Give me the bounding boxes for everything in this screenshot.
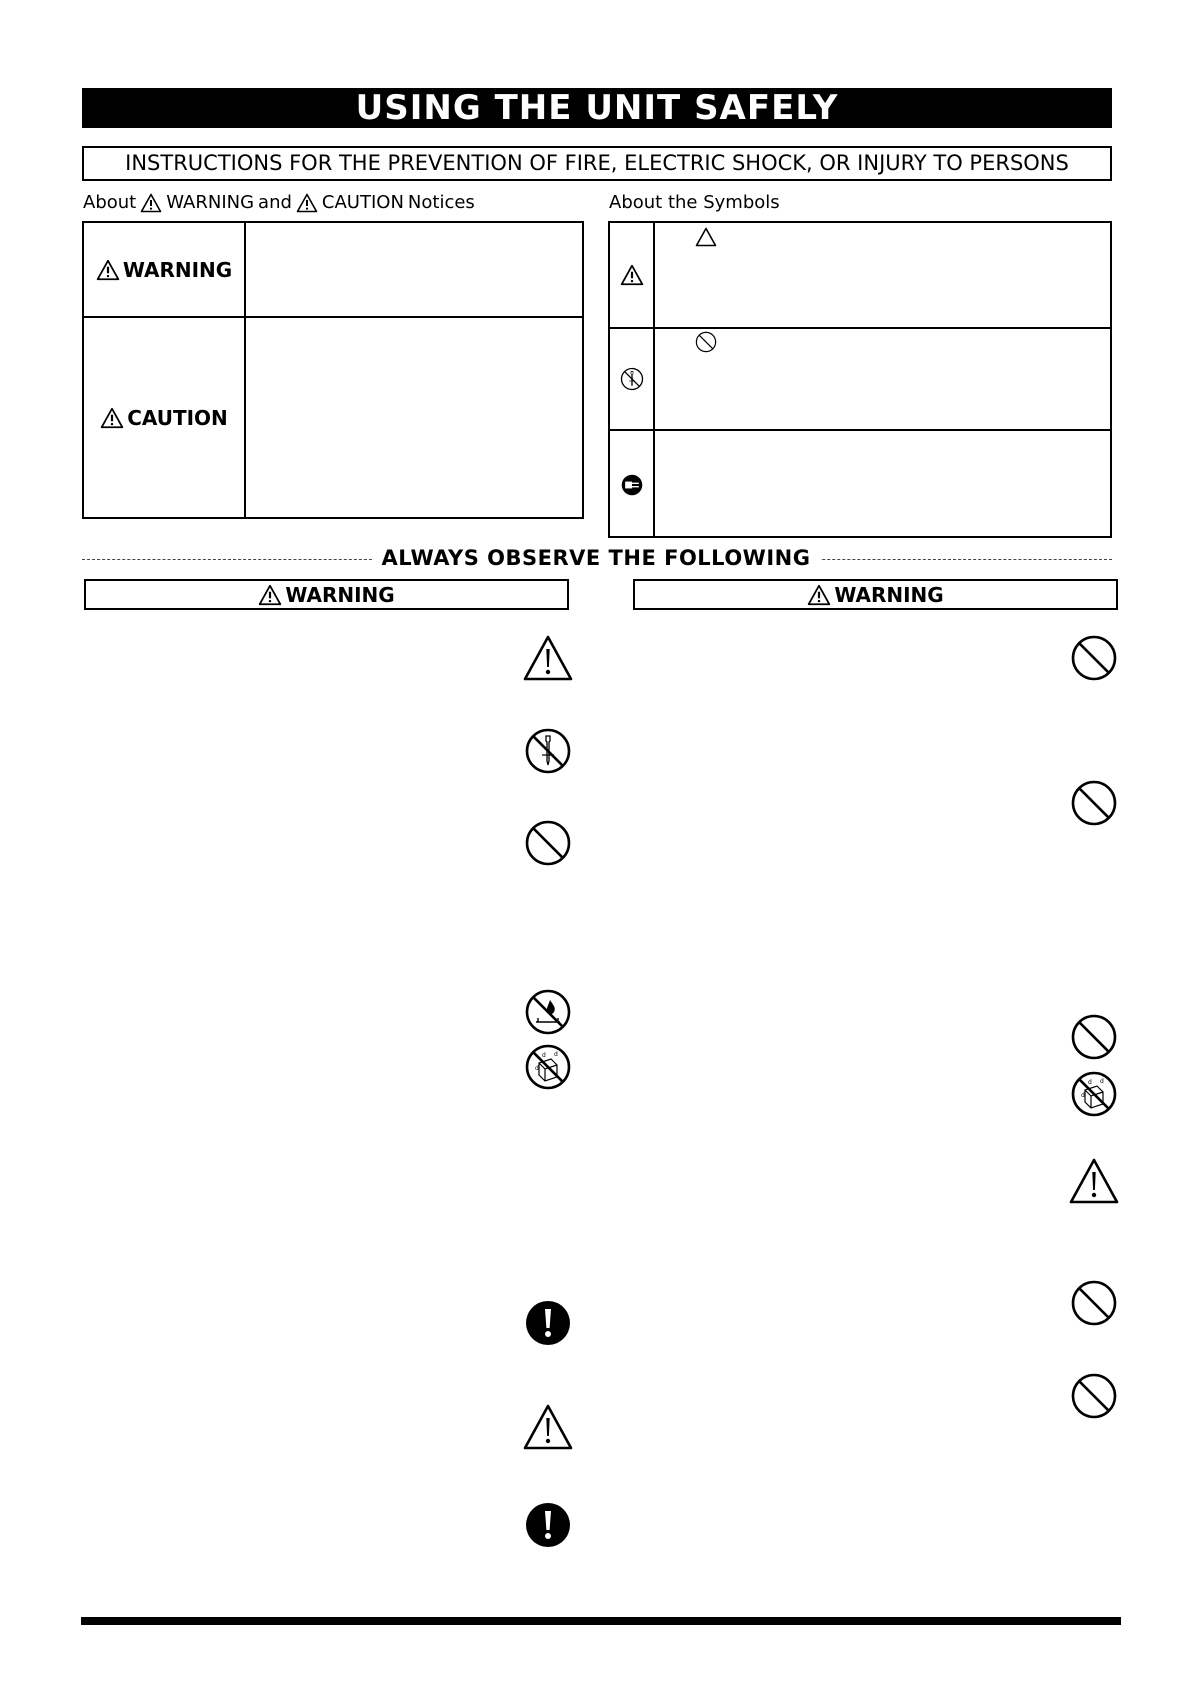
about-symbols-label (609, 192, 780, 213)
symbol-table (608, 221, 1112, 538)
symbol-cell-mandatory (610, 431, 653, 538)
warning-triangle-icon (96, 259, 120, 281)
symbol-cell-caution (610, 223, 653, 327)
warning-triangle-icon (807, 584, 831, 606)
prohibition-icon (1070, 1372, 1118, 1420)
table-divider (610, 429, 1110, 431)
no-water-icon (524, 988, 572, 1036)
prohibition-icon (1070, 779, 1118, 827)
prohibition-icon (695, 331, 717, 353)
notice-label-caution: CAUTION (127, 406, 228, 430)
warning-triangle-icon (140, 193, 162, 213)
warning-triangle-icon (522, 634, 574, 682)
no-moisture-icon (524, 1043, 572, 1091)
warning-triangle-icon (1068, 1157, 1120, 1205)
warning-triangle-outline-icon (695, 227, 717, 247)
footer-rule (81, 1617, 1121, 1625)
left-warning-header (84, 579, 569, 610)
do-not-disassemble-icon (620, 367, 644, 391)
prohibition-icon (1070, 1013, 1118, 1061)
left-warning-label: WARNING (285, 582, 395, 607)
about-notices-label (83, 192, 475, 213)
prohibition-icon (524, 819, 572, 867)
prohibition-icon (1070, 1279, 1118, 1327)
notice-table (82, 221, 584, 519)
mandatory-action-icon (524, 1501, 572, 1549)
warning-triangle-icon (296, 193, 318, 213)
warning-triangle-icon (258, 584, 282, 606)
notice-label-warning: WARNING (122, 257, 233, 282)
about-text: About (83, 192, 137, 213)
warning-triangle-icon (100, 407, 124, 429)
notices-text: Notices (407, 192, 475, 213)
warning-text: WARNING (166, 192, 255, 213)
mandatory-action-icon (524, 1299, 572, 1347)
always-observe-heading (0, 546, 1192, 570)
always-observe-text: ALWAYS OBSERVE THE FOLLOWING (372, 546, 821, 570)
about-symbols-text: About the Symbols (609, 192, 780, 213)
table-divider (244, 223, 246, 517)
no-moisture-icon (1070, 1070, 1118, 1118)
do-not-disassemble-icon (524, 727, 572, 775)
caution-text: CAUTION (321, 192, 404, 213)
table-divider (610, 327, 1110, 329)
instructions-banner: INSTRUCTIONS FOR THE PREVENTION OF FIRE, ELECTRIC SHOCK, OR INJURY TO PERSONS (82, 146, 1112, 181)
and-text: and (258, 192, 292, 213)
symbol-cell-prohibited (610, 329, 653, 429)
prohibition-icon (1070, 634, 1118, 682)
notice-row-caution (84, 318, 244, 518)
page-title: USING THE UNIT SAFELY (82, 88, 1112, 128)
warning-triangle-icon (522, 1403, 574, 1451)
unplug-icon (620, 473, 644, 497)
notice-row-warning (84, 223, 244, 316)
right-warning-label: WARNING (834, 582, 944, 607)
warning-triangle-icon (620, 264, 644, 286)
table-divider (653, 223, 655, 536)
right-warning-header (633, 579, 1118, 610)
